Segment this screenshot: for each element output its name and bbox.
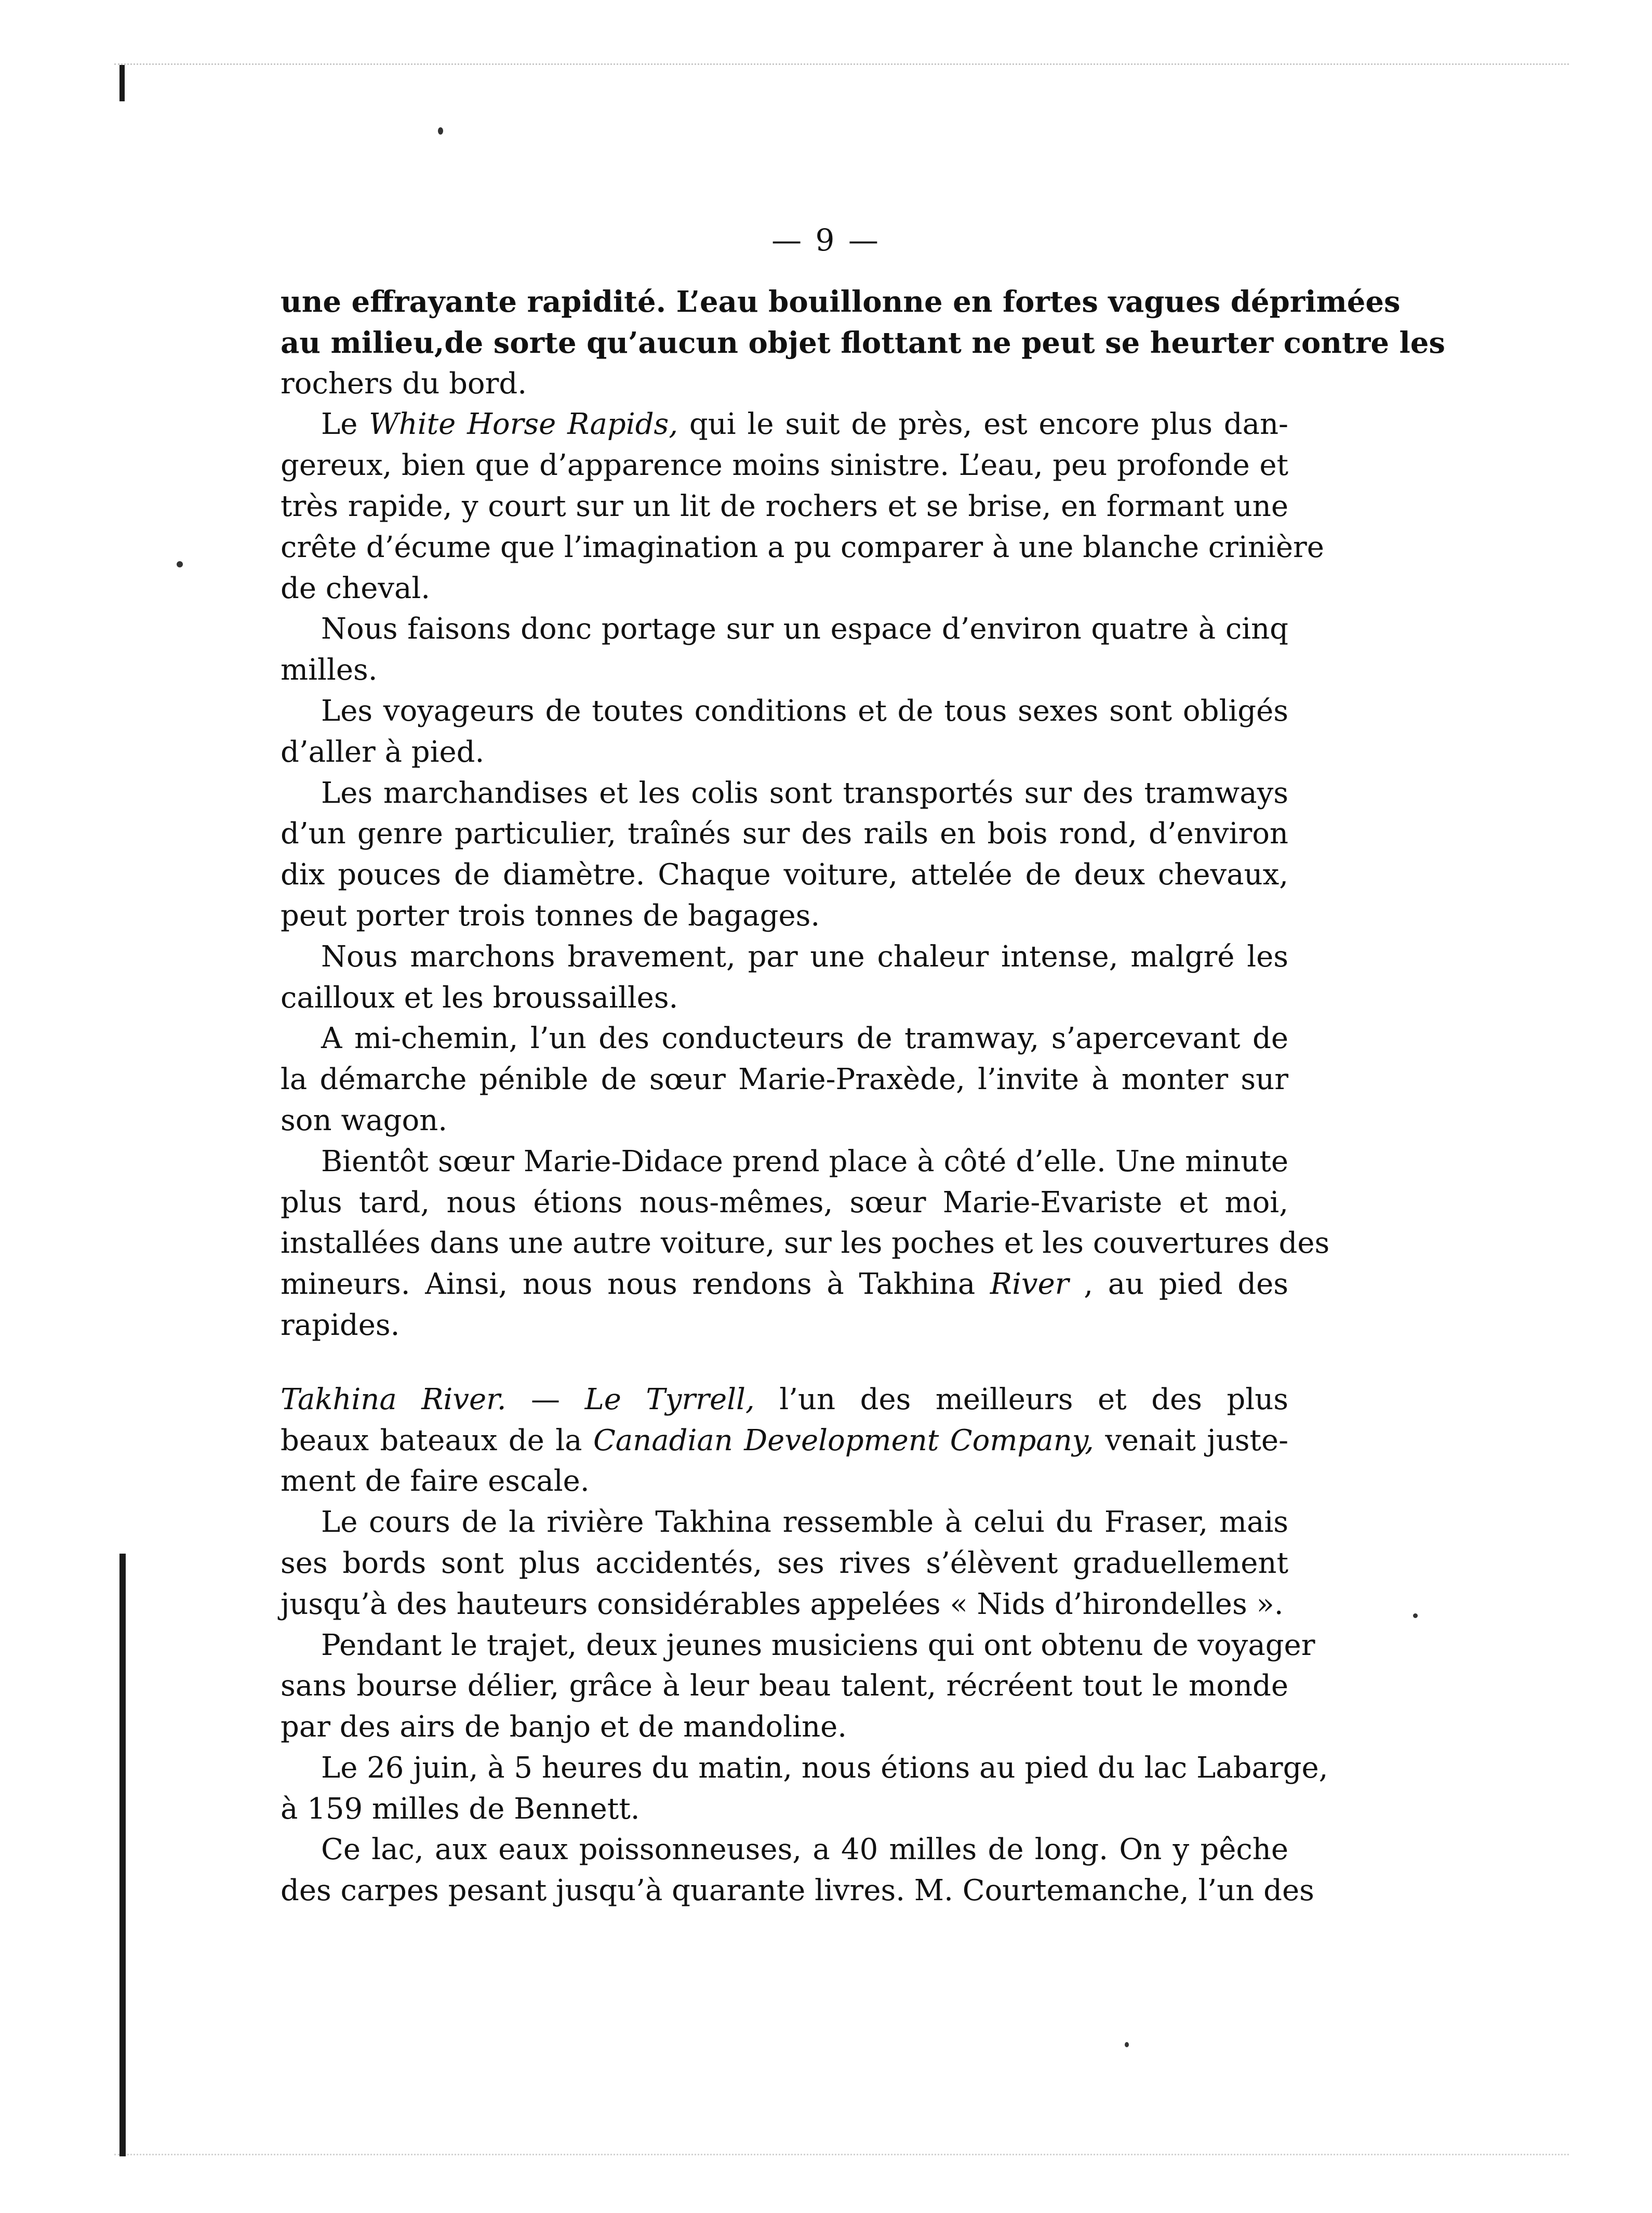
- italic-term: Le Tyrrell,: [584, 1382, 755, 1416]
- scan-speck: [438, 127, 443, 135]
- page-number-header: [0, 222, 1652, 258]
- scan-speck: [1413, 1613, 1418, 1618]
- text-line: Les marchandises et les colis sont transportés sur des tramways: [321, 776, 1288, 810]
- text-line: gereux, bien que d’apparence moins sinistre. L’eau, peu profonde et: [281, 448, 1288, 483]
- text-line: d’un genre particulier, traînés sur des rails en bois rond, d’environ: [281, 817, 1288, 851]
- scan-top-edge: [114, 63, 1569, 65]
- italic-term: Canadian Development Company,: [593, 1423, 1094, 1457]
- scan-bottom-edge: [114, 2154, 1569, 2155]
- text-line: Nous faisons donc portage sur un espace d’environ quatre à cinq: [321, 612, 1288, 646]
- scan-speck: [1125, 2042, 1129, 2047]
- text-line: dix pouces de diamètre. Chaque voiture, attelée de deux chevaux,: [281, 858, 1288, 892]
- text-line: Le 26 juin, à 5 heures du matin, nous étions au pied du lac Labarge,: [321, 1751, 1328, 1785]
- text-line: [281, 1421, 1288, 1462]
- text-run: , au pied des: [1069, 1267, 1288, 1302]
- text-line: Le cours de la rivière Takhina ressemble à celui du Fraser, mais: [321, 1505, 1288, 1540]
- text-line: [281, 1264, 1288, 1305]
- text-line: jusqu’à des hauteurs considérables appelées « Nids d’hirondelles ».: [281, 1587, 1284, 1621]
- text-line: plus tard, nous étions nous-mêmes, sœur Marie-Evariste et moi,: [281, 1185, 1288, 1220]
- text-line: [281, 404, 1288, 445]
- text-run: qui le suit de près, est encore plus dan-: [678, 407, 1288, 442]
- text-run: venait juste-: [1094, 1423, 1288, 1457]
- text-line: Les voyageurs de toutes conditions et de tous sexes sont obligés: [321, 694, 1288, 728]
- text-line: crête d’écume que l’imagination a pu comparer à une blanche crinière: [281, 530, 1324, 564]
- text-line: de cheval.: [281, 571, 431, 605]
- text-line: milles.: [281, 653, 378, 687]
- scan-speck: [177, 561, 183, 567]
- text-run: —: [506, 1382, 585, 1416]
- header-dash-right: —: [848, 222, 881, 258]
- text-line: cailloux et les broussailles.: [281, 980, 678, 1015]
- text-line: rochers du bord.: [281, 366, 527, 401]
- text-run: l’un des meilleurs et des plus: [754, 1382, 1288, 1416]
- text-line: une effrayante rapidité. L’eau bouillonne en fortes vagues déprimées: [281, 285, 1401, 319]
- text-line: la démarche pénible de sœur Marie-Praxède, l’invite à monter sur: [281, 1063, 1288, 1097]
- page-number: 9: [815, 222, 837, 258]
- text-run: beaux bateaux de la: [281, 1423, 593, 1457]
- text-line: A mi-chemin, l’un des conducteurs de tramway, s’apercevant de: [321, 1022, 1288, 1056]
- text-line: par des airs de banjo et de mandoline.: [281, 1710, 847, 1744]
- italic-term: River: [990, 1267, 1069, 1302]
- binding-mark: [119, 65, 125, 101]
- binding-edge: [119, 1554, 126, 2156]
- header-dash-left: —: [771, 222, 804, 258]
- text-line: très rapide, y court sur un lit de rochers et se brise, en formant une: [281, 489, 1288, 523]
- section-title: Takhina River.: [281, 1382, 507, 1416]
- text-line: rapides.: [281, 1308, 400, 1342]
- text-run: mineurs. Ainsi, nous nous rendons à Takhina: [281, 1267, 990, 1302]
- text-line: Ce lac, aux eaux poissonneuses, a 40 milles de long. On y pêche: [321, 1833, 1288, 1867]
- text-line: Pendant le trajet, deux jeunes musiciens qui ont obtenu de voyager: [321, 1628, 1315, 1662]
- section-heading-line: [281, 1380, 1288, 1421]
- italic-term: White Horse Rapids,: [369, 407, 678, 442]
- text-line: peut porter trois tonnes de bagages.: [281, 898, 820, 933]
- text-line: installées dans une autre voiture, sur les poches et les couvertures des: [281, 1226, 1330, 1261]
- text-line: d’aller à pied.: [281, 735, 485, 769]
- text-run: Le: [321, 407, 369, 442]
- text-line: ses bords sont plus accidentés, ses rives s’élèvent graduellement: [281, 1546, 1288, 1580]
- text-line: sans bourse délier, grâce à leur beau talent, récréent tout le monde: [281, 1669, 1288, 1703]
- body-text: [281, 282, 1445, 1912]
- text-line: des carpes pesant jusqu’à quarante livres. M. Courtemanche, l’un des: [281, 1874, 1314, 1908]
- text-line: Nous marchons bravement, par une chaleur intense, malgré les: [321, 939, 1288, 974]
- text-line: Bientôt sœur Marie-Didace prend place à côté d’elle. Une minute: [321, 1144, 1288, 1178]
- text-line: son wagon.: [281, 1103, 448, 1137]
- text-line: au milieu,de sorte qu’aucun objet flottant ne peut se heurter contre les: [281, 325, 1445, 360]
- text-line: ment de faire escale.: [281, 1464, 590, 1499]
- text-line: à 159 milles de Bennett.: [281, 1792, 640, 1826]
